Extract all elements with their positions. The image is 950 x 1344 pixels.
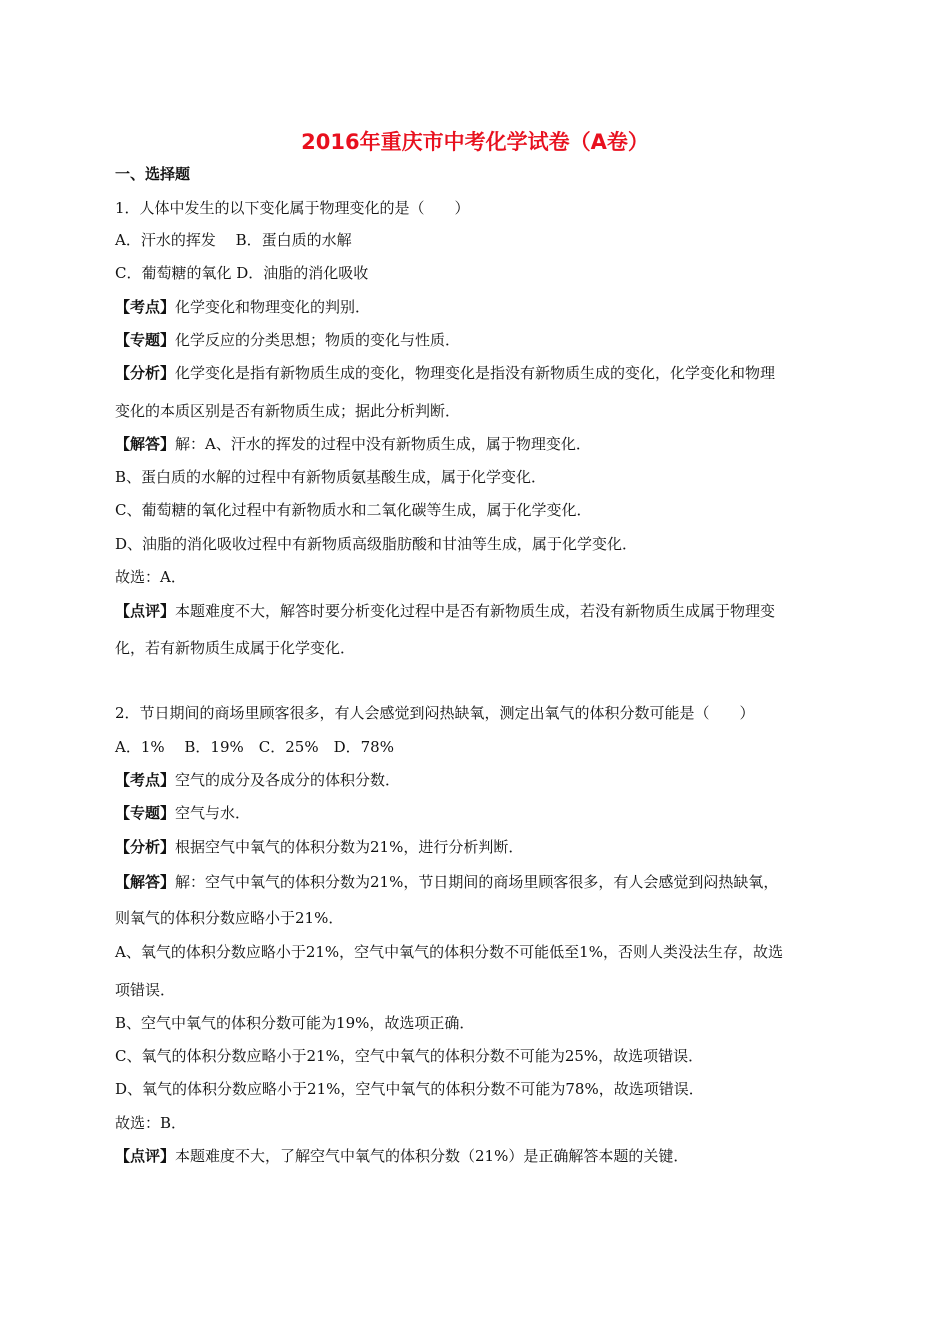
q1-zhuanti-tag: 【专题】 [115, 331, 176, 349]
q1-dianping-text-1: 本题难度不大，解答时要分析变化过程中是否有新物质生成，若没有新物质生成属于物理变 [175, 602, 776, 620]
q1-fenxi-line-2: 变化的本质区别是否有新物质生成；据此分析判断． [115, 402, 461, 420]
q2-jieda-line-2: 则氧气的体积分数应略小于21%． [115, 909, 344, 927]
q2-answer: 故选：B． [115, 1114, 187, 1132]
q1-fenxi-tag: 【分析】 [115, 364, 176, 382]
q2-dianping-text: 本题难度不大，了解空气中氧气的体积分数（21%）是正确解答本题的关键． [175, 1147, 689, 1165]
q2-stem: 2．节日期间的商场里顾客很多，有人会感觉到闷热缺氧，测定出氧气的体积分数可能是（ ） [115, 704, 755, 722]
q2-jieda-line-7: D、氧气的体积分数应略小于21%，空气中氧气的体积分数不可能为78%，故选项错误． [115, 1080, 704, 1098]
section-heading: 一、选择题 [115, 165, 191, 183]
q1-zhuanti-text: 化学反应的分类思想；物质的变化与性质． [175, 331, 461, 349]
q1-dianping-line-2: 化，若有新物质生成属于化学变化． [115, 639, 356, 657]
q1-stem: 1．人体中发生的以下变化属于物理变化的是（ ） [115, 199, 470, 217]
q2-jieda-line-5: B、空气中氧气的体积分数可能为19%，故选项正确． [115, 1014, 475, 1032]
q1-kaodian-text: 化学变化和物理变化的判别． [175, 298, 371, 316]
q1-fenxi-text-1: 化学变化是指有新物质生成的变化，物理变化是指没有新物质生成的变化，化学变化和物理 [175, 364, 776, 382]
q1-options-ab: A．汗水的挥发 B．蛋白质的水解 [115, 231, 352, 249]
q2-jieda-line-6: C、氧气的体积分数应略小于21%，空气中氧气的体积分数不可能为25%，故选项错误． [115, 1047, 704, 1065]
q2-zhuanti-tag: 【专题】 [115, 804, 176, 822]
q2-fenxi [115, 837, 523, 857]
q1-jieda-line-4: D、油脂的消化吸收过程中有新物质高级脂肪酸和甘油等生成，属于化学变化． [115, 535, 638, 553]
q1-kaodian [115, 297, 370, 317]
q2-jieda-line-3: A、氧气的体积分数应略小于21%，空气中氧气的体积分数不可能低至1%，否则人类没法生存，故选 [115, 943, 783, 961]
q2-dianping [115, 1146, 688, 1166]
q2-jieda-line-4: 项错误． [115, 981, 176, 999]
q2-fenxi-text: 根据空气中氧气的体积分数为21%，进行分析判断． [175, 838, 524, 856]
q1-jieda-tag: 【解答】 [115, 435, 176, 453]
q2-jieda [115, 872, 778, 892]
q1-answer: 故选：A． [115, 568, 186, 586]
q1-fenxi [115, 363, 775, 383]
q1-options-cd: C．葡萄糖的氧化 D．油脂的消化吸收 [115, 264, 369, 282]
q1-kaodian-tag: 【考点】 [115, 298, 176, 316]
q1-jieda-line-2: B、蛋白质的水解的过程中有新物质氨基酸生成，属于化学变化． [115, 468, 547, 486]
q2-dianping-tag: 【点评】 [115, 1147, 176, 1165]
q2-zhuanti [115, 803, 250, 823]
q1-jieda [115, 434, 591, 454]
q2-jieda-tag: 【解答】 [115, 873, 176, 891]
q1-dianping [115, 601, 775, 621]
q2-kaodian-tag: 【考点】 [115, 771, 176, 789]
q2-jieda-text-1: 解：空气中氧气的体积分数为21%，节日期间的商场里顾客很多，有人会感觉到闷热缺氧， [175, 873, 779, 891]
page-title: 2016年重庆市中考化学试卷（A卷） [301, 130, 649, 154]
q2-fenxi-tag: 【分析】 [115, 838, 176, 856]
q1-dianping-tag: 【点评】 [115, 602, 176, 620]
q2-kaodian [115, 770, 400, 790]
q2-kaodian-text: 空气的成分及各成分的体积分数． [175, 771, 401, 789]
q2-zhuanti-text: 空气与水． [175, 804, 251, 822]
q2-options: A．1% B．19% C．25% D．78% [115, 738, 394, 756]
q1-jieda-line-3: C、葡萄糖的氧化过程中有新物质水和二氧化碳等生成，属于化学变化． [115, 501, 592, 519]
q1-zhuanti [115, 330, 460, 350]
q1-jieda-text-1: 解：A、汗水的挥发的过程中没有新物质生成，属于物理变化． [175, 435, 591, 453]
